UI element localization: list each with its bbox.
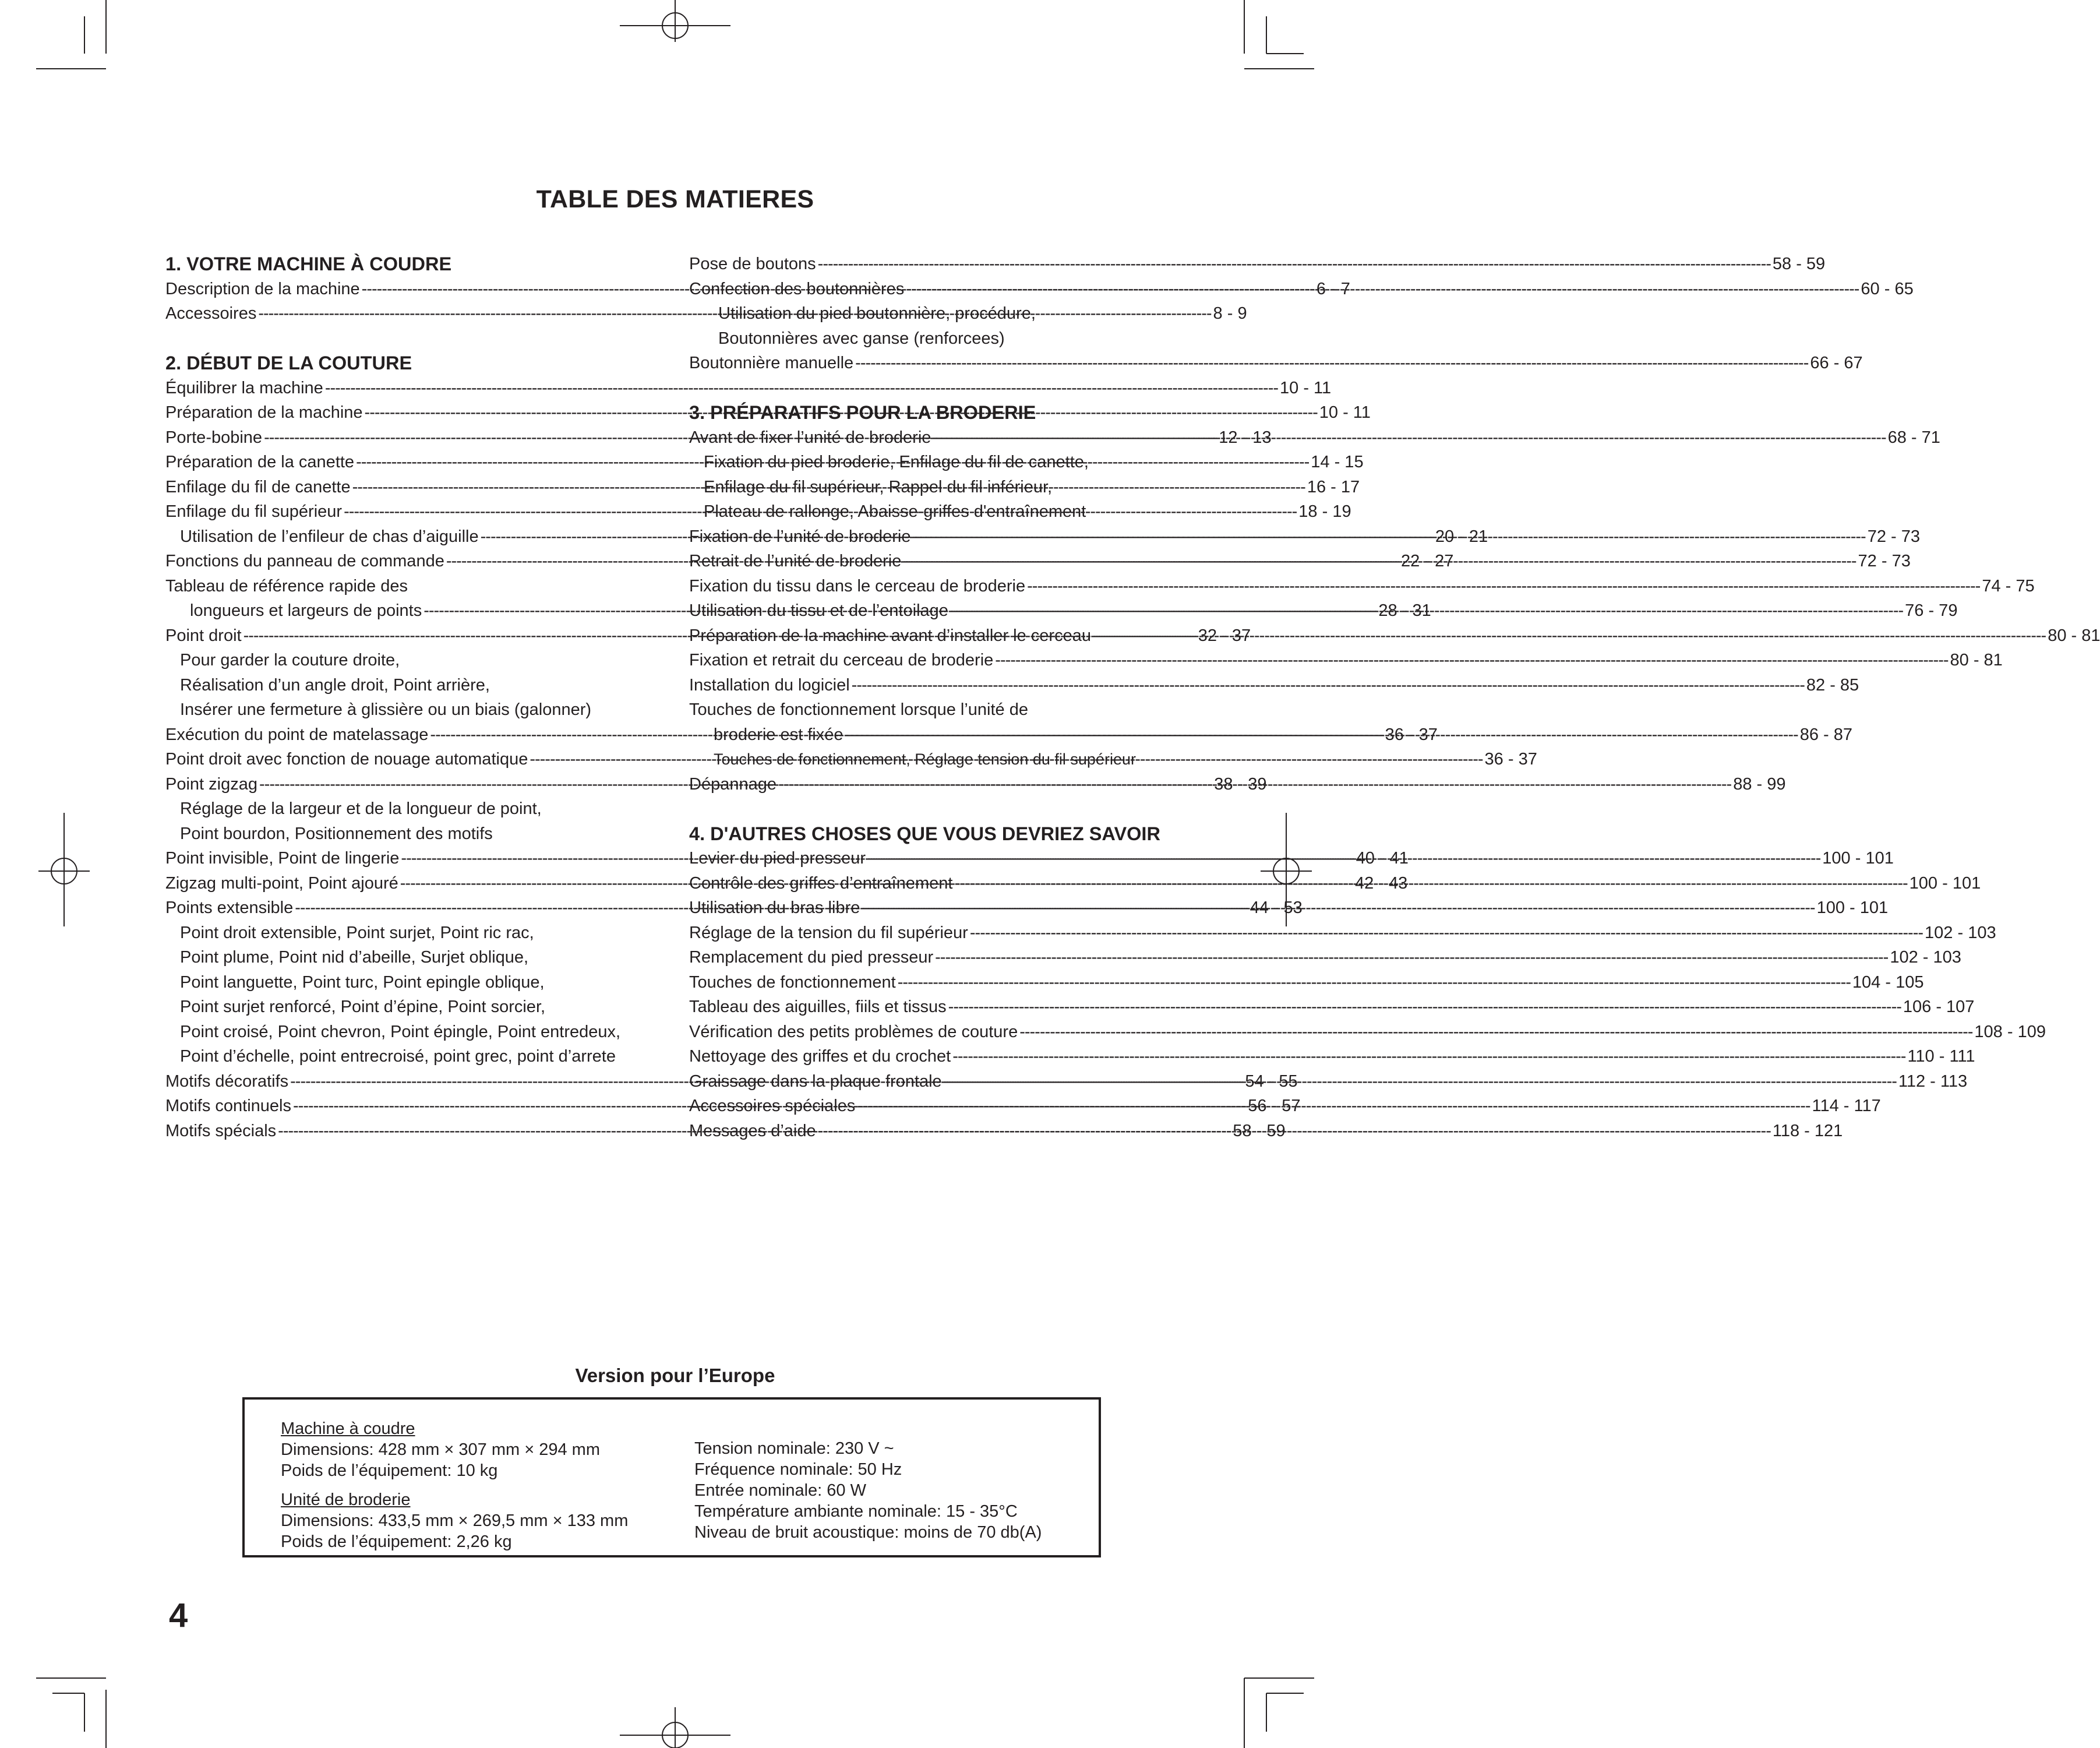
toc-entry [689,574,2035,599]
toc-entry-pages: 6 - 7 [1316,279,1350,298]
dot-leader [898,970,1851,995]
toc-entry-pages: 88 - 99 [1733,774,1786,794]
toc-entry-label: Confection des boutonnières [689,279,905,298]
toc-entry-pages: 108 - 109 [1974,1022,2046,1041]
dot-leader [906,277,1859,302]
toc-subtopic: Utilisation du pied boutonnière, procédure, [718,304,1036,323]
toc-entry-pages: 54 - 55 [1245,1072,1298,1091]
toc-subtopic: Point croisé, Point chevron, Point épingle, Point entredeux, [180,1022,621,1041]
toc-entry-pages: 12 - 13 [1219,428,1272,447]
toc-subtopic: Point droit extensible, Point surjet, Point ric rac, [180,923,534,942]
dot-leader [952,1044,1905,1069]
machine-heading: Machine à coudre [281,1419,415,1438]
section-heading: 3. PRÉPARATIFS POUR LA BRODERIE [689,402,1036,423]
toc-entry-label: Graissage dans la plaque frontale [689,1072,942,1091]
toc-subtopic: Touches de fonctionnement, Réglage tension du fil supérieur [714,750,1136,768]
spec-units [281,1418,628,1552]
toc-subtopic: Fixation du pied broderie, Enfilage du fil de canette, [704,453,1089,471]
toc-entry-label: Exécution du point de matelassage [165,725,429,744]
toc-entry-pages: 44 - 53 [1250,898,1303,917]
toc-subtopic: Touches de fonctionnement lorsque l’unité de [689,700,1028,719]
toc-entry-label: Contrôle des griffes d’entraînement [689,873,953,893]
toc-entry-pages: 10 - 11 [1280,378,1332,397]
machine-dimensions: Dimensions: 428 mm × 307 mm × 294 mm [281,1440,600,1459]
toc-entry-pages: 18 - 19 [1298,502,1351,521]
toc-entry-label: Touches de fonctionnement [689,972,896,992]
section-heading: 1. VOTRE MACHINE À COUDRE [165,253,452,274]
toc-entry-label: Tableau des aiguilles, fiils et tissus [689,998,947,1016]
toc-entry-label: Fixation du tissu dans le cerceau de broderie [689,576,1026,595]
dot-leader [867,846,1820,871]
toc-entry-pages: 40 - 41 [1356,849,1409,868]
page-title: TABLE DES MATIERES [536,185,814,213]
embroidery-unit-dimensions: Dimensions: 433,5 mm × 269,5 mm × 133 mm [281,1511,629,1530]
dot-leader [903,549,1856,574]
toc-entry-pages: 100 - 101 [1816,898,1889,917]
toc-entry-label: Équilibrer la machine [165,378,323,397]
toc-entry-pages: 104 - 105 [1852,972,1924,992]
toc-entry-pages: 100 - 101 [1909,873,1981,893]
toc-subtopic: Réglage de la largeur et de la longueur de point, [180,799,542,818]
toc-entry-label: Préparation de la canette [165,453,355,471]
dot-leader [1093,623,2046,649]
toc-entry-pages: 114 - 117 [1812,1097,1881,1115]
toc-entry-pages: 20 - 21 [1435,527,1488,546]
toc-entry-label: Préparation de la machine [165,403,363,422]
toc-entry-pages: 14 - 15 [1311,453,1364,471]
toc-entry-label: Zigzag multi-point, Point ajouré [165,873,398,893]
toc-entry-pages: 110 - 111 [1907,1047,1975,1066]
toc-entry-label: Motifs décoratifs [165,1072,289,1091]
section-heading: 4. D'AUTRES CHOSES QUE VOUS DEVRIEZ SAVOIR [689,823,1160,844]
toc-entry-pages: 68 - 71 [1887,428,1940,447]
toc-subtopic: Pour garder la couture droite, [180,651,400,669]
toc-entry-label: Enfilage du fil supérieur [165,502,343,521]
rating-noise: Niveau de bruit acoustique: moins de 70 db(A) [694,1523,1042,1542]
toc-entry [689,921,1996,946]
toc-entry [689,1020,2046,1045]
toc-entry [689,945,1961,970]
toc-entry-label: Boutonnière manuelle [689,354,854,372]
toc-entry [689,351,1863,376]
dot-leader [970,921,1923,946]
toc-entry-label: Motifs spécials [165,1121,277,1140]
rating-frequency: Fréquence nominale: 50 Hz [694,1460,902,1479]
toc-entry-pages: 66 - 67 [1810,354,1863,372]
toc-entry-label: Utilisation du bras libre [689,898,860,917]
toc-entry-label: Remplacement du pied presseur [689,948,934,967]
rating-voltage: Tension nominale: 230 V ~ [694,1439,894,1458]
dot-leader [818,252,1771,277]
toc-entry [689,252,1826,277]
toc-entry-pages: 8 - 9 [1213,304,1247,323]
toc-entry-label: Fixation et retrait du cerceau de broderie [689,651,994,669]
toc-entry-label: Vérification des petits problèmes de couture [689,1022,1018,1041]
toc-entry-pages: 76 - 79 [1905,601,1958,620]
toc-entry-pages: 36 - 37 [1385,725,1438,744]
toc-subtopic: Tableau de référence rapide des [165,576,408,595]
toc-entry-label: Levier du pied presseur [689,849,866,868]
toc-entry-label: Utilisation du tissu et de l’entoilage [689,601,948,620]
toc-entry-pages: 74 - 75 [1982,576,2035,595]
toc-subtopic: Insérer une fermeture à glissière ou un biais (galonner) [180,700,592,719]
dot-leader [935,945,1888,970]
toc-subtopic: Enfilage du fil supérieur, Rappel du fil inférieur, [704,477,1053,496]
toc-entry-pages: 36 - 37 [1484,750,1537,769]
toc-entry-pages: 56 - 57 [1248,1097,1301,1115]
machine-weight: Poids de l’équipement: 10 kg [281,1461,498,1480]
toc-entry-pages: 82 - 85 [1806,675,1859,695]
toc-entry-pages: 86 - 87 [1799,725,1852,744]
toc-entry-label: Point droit avec fonction de nouage automatique [165,750,528,769]
toc-entry-label: Avant de fixer l’unité de broderie [689,428,931,447]
toc-entry-label: Porte-bobine [165,428,263,447]
section-heading: 2. DÉBUT DE LA COUTURE [165,353,412,373]
toc-subtopic: Point bourdon, Positionnement des motifs [180,824,493,843]
dot-leader [1019,1020,1972,1045]
toc-entry-pages: 22 - 27 [1401,552,1454,570]
toc-entry [165,376,1332,401]
toc-subtopic: Plateau de rallonge, Abaisse-griffes d'entraînement [704,502,1086,521]
toc-entry-label: Préparation de la machine avant d’installer le cerceau [689,626,1091,645]
toc-entry [689,995,1975,1020]
version-title: Version pour l’Europe [575,1365,775,1386]
toc-entry-label: Nettoyage des griffes et du crochet [689,1047,951,1066]
spec-ratings [694,1438,1042,1543]
toc-entry-label: Messages d’aide [689,1121,816,1140]
rating-input: Entrée nominale: 60 W [694,1481,866,1500]
toc-entry-pages: 112 - 113 [1898,1072,1968,1091]
dot-leader [944,1069,1897,1094]
toc-entry-label: Accessoires [165,304,257,323]
toc-subtopic: Point languette, Point turc, Point epingle oblique, [180,972,545,992]
toc-subtopic: Boutonnières avec ganse (renforcees) [718,329,1005,348]
dot-leader [855,351,1808,376]
toc-entry-pages: 118 - 121 [1772,1121,1843,1140]
toc-subtopic: Point plume, Point nid d’abeille, Surjet oblique, [180,948,529,967]
dot-leader [1027,574,1980,599]
toc-entry-pages: 58 - 59 [1233,1121,1286,1140]
dot-leader [778,772,1731,797]
toc-entry-pages: 58 - 59 [1772,255,1826,273]
toc-entry-pages: 60 - 65 [1861,279,1914,298]
specifications-box [242,1397,1101,1557]
toc-entry-label: Fixation de l’unité de broderie [689,527,911,546]
toc-entry-label: Installation du logiciel [689,675,850,695]
toc-entry-label: Point zigzag [165,774,257,794]
toc-entry-pages: 10 - 11 [1319,403,1371,422]
toc-entry-label: Accessoires spéciales [689,1097,856,1115]
toc-entry-label: Description de la machine [165,279,360,298]
toc-entry [689,673,1859,698]
toc-entry-label: Point invisible, Point de lingerie [165,849,400,868]
toc-entry-pages: 28 - 31 [1378,601,1431,620]
toc-entry-pages: 102 - 103 [1925,923,1996,942]
rating-temperature: Température ambiante nominale: 15 - 35°C [694,1502,1018,1521]
toc-entry-pages: 80 - 81 [1950,651,2003,669]
toc-entry-label: longueurs et largeurs de points [190,601,422,620]
toc-entry-pages: 80 - 81 [2048,626,2100,645]
dot-leader [845,723,1798,748]
page-number: 4 [169,1597,188,1634]
dot-leader [818,1119,1771,1144]
toc-entry-pages: 38 - 39 [1214,774,1267,794]
spacer [689,376,1186,401]
toc-entry-label: Point droit [165,626,242,645]
toc-entry-pages: 72 - 73 [1858,552,1911,570]
toc-entry-label: Retrait de l’unité de broderie [689,552,902,570]
dot-leader [950,598,1903,623]
toc-entry-label: Motifs continuels [165,1097,291,1115]
toc-entry-label: Enfilage du fil de canette [165,477,351,496]
dot-leader [857,1094,1810,1119]
dot-leader [948,995,1901,1020]
toc-entry-label: Utilisation de l’enfileur de chas d’aiguille [180,527,479,546]
toc-entry-pages: 102 - 103 [1890,948,1961,967]
toc-entry-pages: 32 - 37 [1198,626,1251,645]
toc-entry-pages: 100 - 101 [1822,849,1894,868]
toc-entry [689,970,1924,995]
dot-leader [852,673,1805,698]
toc-subtopic: Réalisation d’un angle droit, Point arrière, [180,675,490,695]
embroidery-unit-weight: Poids de l’équipement: 2,26 kg [281,1532,512,1551]
dot-leader [933,425,1886,450]
embroidery-unit-heading: Unité de broderie [281,1490,411,1509]
toc-entry-pages: 16 - 17 [1307,477,1360,496]
toc-entry-label: Points extensible [165,898,294,917]
toc-subtopic: Point surjet renforcé, Point d’épine, Point sorcier, [180,998,546,1016]
toc-entry [689,648,2003,673]
toc-entry-pages: 72 - 73 [1867,527,1920,546]
toc-entry-pages: 42 - 43 [1354,873,1408,893]
toc-entry-label: Pose de boutons [689,255,816,273]
toc-entry-pages: 106 - 107 [1903,998,1975,1016]
toc-entry [689,1044,1975,1069]
dot-leader [912,524,1865,549]
dot-leader [954,871,1907,896]
spacer [689,797,1186,822]
toc-subtopic: Point d’échelle, point entrecroisé, point grec, point d’arrete [180,1047,616,1066]
toc-entry-label: Dépannage [689,774,777,794]
dot-leader [862,896,1815,921]
dot-leader [995,648,1948,673]
toc-entry-label: Réglage de la tension du fil supérieur [689,923,968,942]
spacer [165,326,662,351]
toc-entry-label: broderie est fixée [714,725,843,744]
toc-entry-label: Fonctions du panneau de commande [165,552,444,570]
